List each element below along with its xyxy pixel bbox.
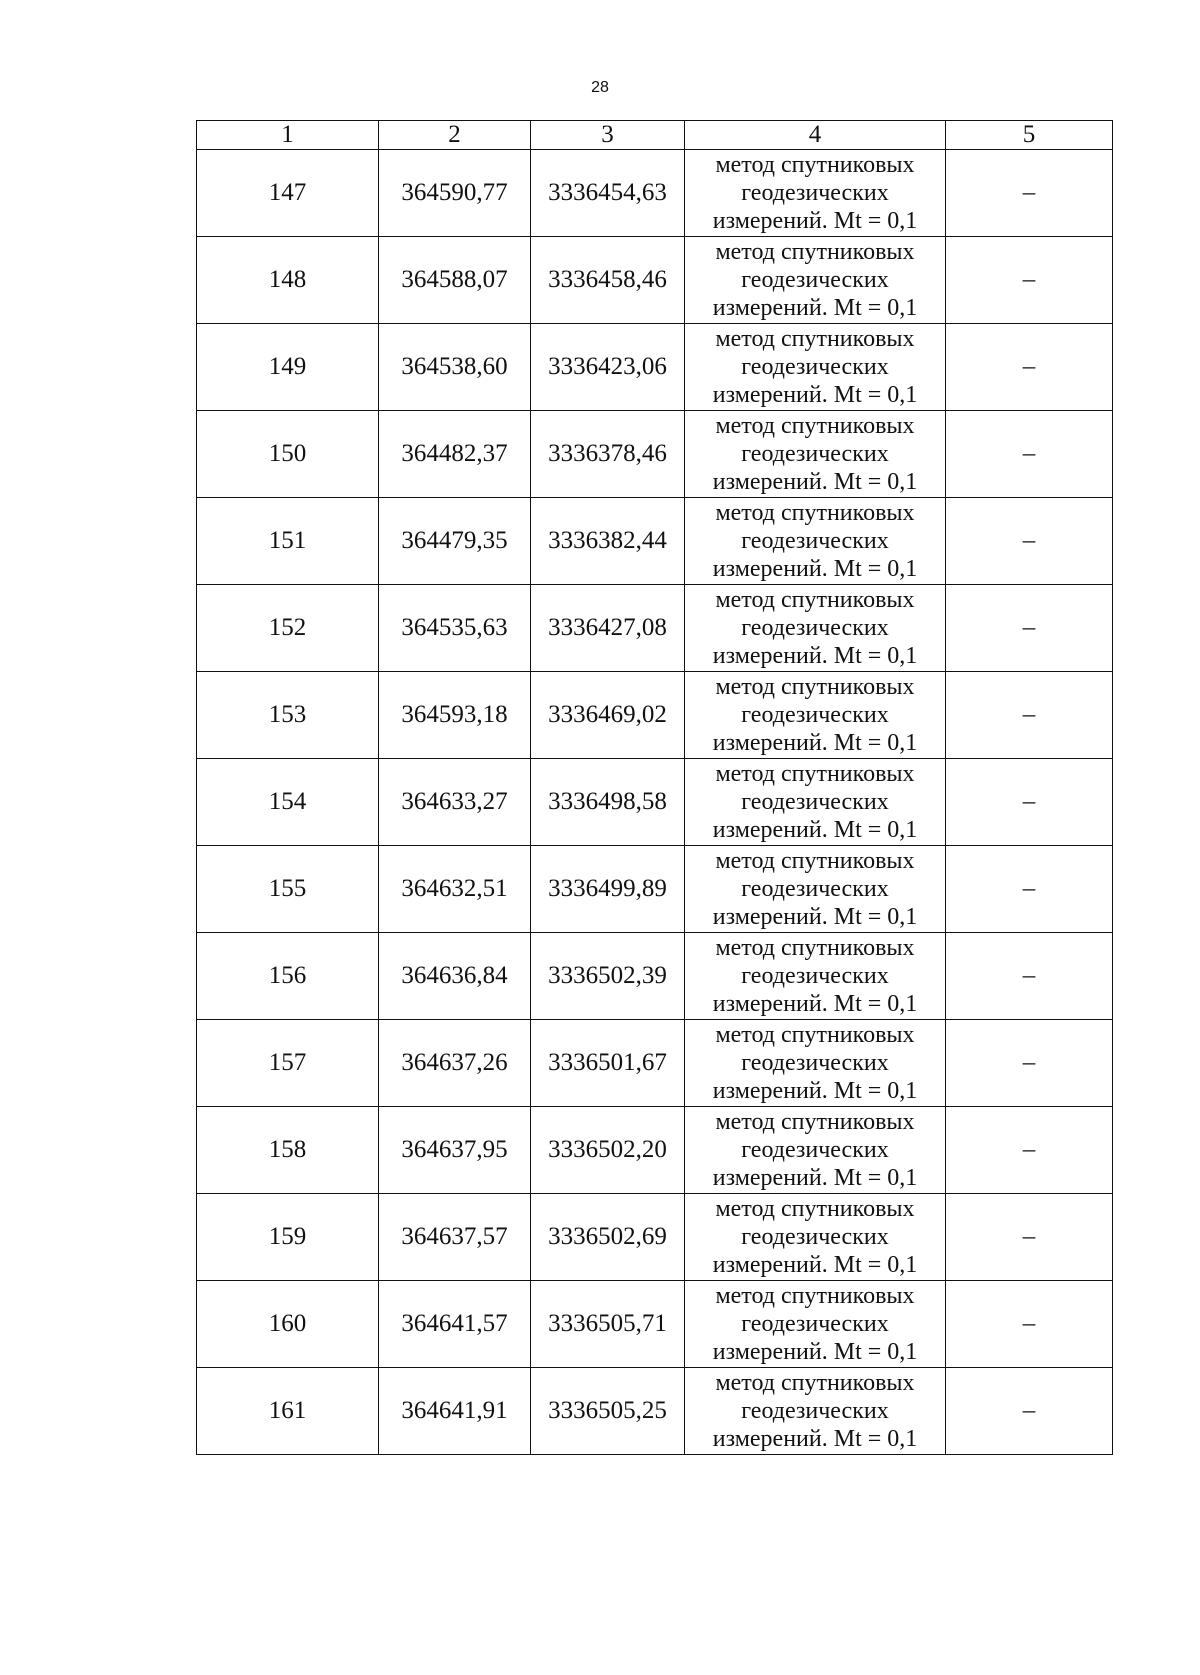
method-cell: метод спутниковых геодезических измерений. Mt = 0,1 xyxy=(685,498,946,585)
table-body xyxy=(197,150,1113,1455)
header-row xyxy=(197,121,1113,150)
method-cell: метод спутниковых геодезических измерений. Mt = 0,1 xyxy=(685,1194,946,1281)
coordinate-y-cell: 3336501,67 xyxy=(531,1020,685,1107)
note-cell: – xyxy=(946,672,1113,759)
note-cell: – xyxy=(946,1107,1113,1194)
method-cell: метод спутниковых геодезических измерений. Mt = 0,1 xyxy=(685,759,946,846)
note-cell: – xyxy=(946,324,1113,411)
coordinate-x-cell: 364593,18 xyxy=(379,672,531,759)
table-row xyxy=(197,498,1113,585)
table-row xyxy=(197,759,1113,846)
coordinate-x-cell: 364637,57 xyxy=(379,1194,531,1281)
header-cell-3: 3 xyxy=(531,121,685,150)
table-row xyxy=(197,1020,1113,1107)
header-cell-5: 5 xyxy=(946,121,1113,150)
coordinate-y-cell: 3336502,39 xyxy=(531,933,685,1020)
method-cell: метод спутниковых геодезических измерений. Mt = 0,1 xyxy=(685,585,946,672)
point-number-cell: 150 xyxy=(197,411,379,498)
coordinate-x-cell: 364479,35 xyxy=(379,498,531,585)
note-cell: – xyxy=(946,1368,1113,1455)
coordinate-y-cell: 3336458,46 xyxy=(531,237,685,324)
coordinate-y-cell: 3336502,20 xyxy=(531,1107,685,1194)
coordinate-x-cell: 364637,95 xyxy=(379,1107,531,1194)
coordinate-x-cell: 364633,27 xyxy=(379,759,531,846)
note-cell: – xyxy=(946,237,1113,324)
method-cell: метод спутниковых геодезических измерений. Mt = 0,1 xyxy=(685,1281,946,1368)
table-row xyxy=(197,411,1113,498)
method-cell: метод спутниковых геодезических измерений. Mt = 0,1 xyxy=(685,1368,946,1455)
table-row xyxy=(197,933,1113,1020)
coordinate-y-cell: 3336454,63 xyxy=(531,150,685,237)
table-header xyxy=(197,121,1113,150)
page-number: 28 xyxy=(591,79,609,96)
method-cell: метод спутниковых геодезических измерений. Mt = 0,1 xyxy=(685,672,946,759)
note-cell: – xyxy=(946,1194,1113,1281)
coordinate-y-cell: 3336427,08 xyxy=(531,585,685,672)
coordinates-table xyxy=(196,120,1113,1455)
point-number-cell: 155 xyxy=(197,846,379,933)
coordinate-x-cell: 364538,60 xyxy=(379,324,531,411)
point-number-cell: 147 xyxy=(197,150,379,237)
coordinate-y-cell: 3336499,89 xyxy=(531,846,685,933)
point-number-cell: 160 xyxy=(197,1281,379,1368)
table-row xyxy=(197,585,1113,672)
note-cell: – xyxy=(946,846,1113,933)
method-cell: метод спутниковых геодезических измерений. Mt = 0,1 xyxy=(685,933,946,1020)
header-cell-2: 2 xyxy=(379,121,531,150)
point-number-cell: 157 xyxy=(197,1020,379,1107)
coordinate-x-cell: 364636,84 xyxy=(379,933,531,1020)
note-cell: – xyxy=(946,1281,1113,1368)
coordinate-y-cell: 3336378,46 xyxy=(531,411,685,498)
coordinate-y-cell: 3336502,69 xyxy=(531,1194,685,1281)
table-row xyxy=(197,237,1113,324)
point-number-cell: 148 xyxy=(197,237,379,324)
coordinate-x-cell: 364637,26 xyxy=(379,1020,531,1107)
point-number-cell: 152 xyxy=(197,585,379,672)
note-cell: – xyxy=(946,1020,1113,1107)
coordinate-x-cell: 364590,77 xyxy=(379,150,531,237)
point-number-cell: 158 xyxy=(197,1107,379,1194)
method-cell: метод спутниковых геодезических измерений. Mt = 0,1 xyxy=(685,1020,946,1107)
point-number-cell: 149 xyxy=(197,324,379,411)
coordinate-x-cell: 364641,91 xyxy=(379,1368,531,1455)
table-row xyxy=(197,672,1113,759)
header-cell-1: 1 xyxy=(197,121,379,150)
coordinate-x-cell: 364482,37 xyxy=(379,411,531,498)
table-row xyxy=(197,150,1113,237)
point-number-cell: 154 xyxy=(197,759,379,846)
point-number-cell: 151 xyxy=(197,498,379,585)
method-cell: метод спутниковых геодезических измерений. Mt = 0,1 xyxy=(685,846,946,933)
coordinate-y-cell: 3336469,02 xyxy=(531,672,685,759)
table-row xyxy=(197,1281,1113,1368)
note-cell: – xyxy=(946,411,1113,498)
note-cell: – xyxy=(946,585,1113,672)
note-cell: – xyxy=(946,933,1113,1020)
method-cell: метод спутниковых геодезических измерений. Mt = 0,1 xyxy=(685,324,946,411)
point-number-cell: 159 xyxy=(197,1194,379,1281)
table-row xyxy=(197,1194,1113,1281)
coordinate-x-cell: 364535,63 xyxy=(379,585,531,672)
table-row xyxy=(197,1107,1113,1194)
header-cell-4: 4 xyxy=(685,121,946,150)
coordinate-y-cell: 3336498,58 xyxy=(531,759,685,846)
coordinate-x-cell: 364588,07 xyxy=(379,237,531,324)
note-cell: – xyxy=(946,498,1113,585)
method-cell: метод спутниковых геодезических измерений. Mt = 0,1 xyxy=(685,150,946,237)
method-cell: метод спутниковых геодезических измерений. Mt = 0,1 xyxy=(685,237,946,324)
point-number-cell: 161 xyxy=(197,1368,379,1455)
coordinate-x-cell: 364641,57 xyxy=(379,1281,531,1368)
note-cell: – xyxy=(946,759,1113,846)
table-row xyxy=(197,1368,1113,1455)
coordinate-y-cell: 3336423,06 xyxy=(531,324,685,411)
coordinate-y-cell: 3336505,71 xyxy=(531,1281,685,1368)
method-cell: метод спутниковых геодезических измерений. Mt = 0,1 xyxy=(685,1107,946,1194)
coordinate-x-cell: 364632,51 xyxy=(379,846,531,933)
point-number-cell: 156 xyxy=(197,933,379,1020)
table-row xyxy=(197,846,1113,933)
point-number-cell: 153 xyxy=(197,672,379,759)
table-row xyxy=(197,324,1113,411)
note-cell: – xyxy=(946,150,1113,237)
coordinate-y-cell: 3336505,25 xyxy=(531,1368,685,1455)
method-cell: метод спутниковых геодезических измерений. Mt = 0,1 xyxy=(685,411,946,498)
coordinate-y-cell: 3336382,44 xyxy=(531,498,685,585)
